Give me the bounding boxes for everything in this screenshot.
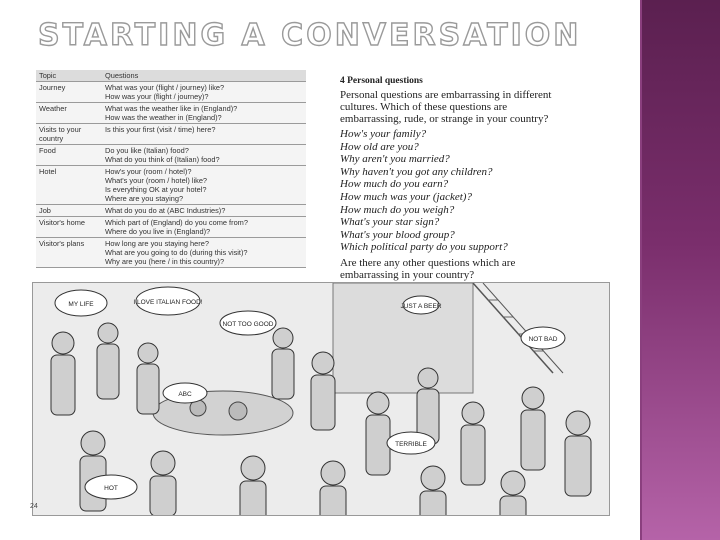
bubble-text: MY LIFE [68, 301, 94, 308]
questions-cell [101, 218, 306, 236]
personal-questions-section [340, 76, 566, 281]
topic-cell: Weather [39, 104, 67, 113]
header-topic: Topic [39, 71, 57, 80]
personal-question: Which political party do you support? [340, 241, 508, 254]
question-line: Where are you staying? [105, 194, 184, 203]
table-row [36, 103, 306, 124]
table-row [36, 145, 306, 166]
exercise-heading: 4 Personal questions [340, 76, 423, 86]
bubble-text: JUST A BEER [400, 303, 442, 310]
questions-cell [101, 206, 306, 215]
table-row [36, 166, 306, 205]
personal-question: Why haven't you got any children? [340, 165, 493, 178]
question-line: How long are you staying here? [105, 239, 209, 248]
question-line: Which part of (England) do you come from? [105, 218, 248, 227]
decorative-sidebar [642, 0, 720, 540]
question-line: What was your (flight / journey) like? [105, 83, 225, 92]
question-line: What do you think of (Italian) food? [105, 155, 220, 164]
table-row [36, 217, 306, 238]
topic-cell: Visits to your country [39, 125, 82, 143]
bubble-text: NOT TOO GOOD [222, 321, 274, 328]
table-row [36, 238, 306, 268]
table-row [36, 124, 306, 145]
sidebar-divider [640, 0, 642, 540]
topic-cell: Food [39, 146, 56, 155]
bubble-text: ABC [178, 391, 192, 398]
question-line: What do you do at (ABC Industries)? [105, 206, 226, 215]
question-line: How was your (flight / journey)? [105, 92, 209, 101]
question-line: Where do you live in (England)? [105, 227, 211, 236]
questions-cell [101, 125, 306, 143]
topic-cell: Visitor's plans [39, 239, 85, 248]
personal-question: How old are you? [340, 140, 419, 153]
table-row [36, 82, 306, 103]
questions-cell [101, 239, 306, 266]
bubble-text: I LOVE ITALIAN FOOD! [133, 299, 203, 306]
personal-question: How much was your (jacket)? [340, 190, 472, 203]
question-line: Is this your first (visit / time) here? [105, 125, 216, 134]
topic-questions-table [36, 70, 306, 268]
question-line: What are you going to do (during this visit)? [105, 248, 248, 257]
slide-title: STARTING A CONVERSATION [38, 18, 582, 53]
table-row [36, 205, 306, 217]
topic-cell: Job [39, 206, 51, 215]
bubble-text: TERRIBLE [395, 441, 427, 448]
table-header-row [36, 70, 306, 82]
topic-cell: Journey [39, 83, 66, 92]
bubble-text: NOT BAD [528, 336, 558, 343]
personal-question: How's your family? [340, 128, 427, 140]
exercise-intro: Personal questions are embarrassing in different cultures. Which of these questions are embarrassing, rude, or strange in your country? [340, 89, 552, 125]
question-line: Do you like (Italian) food? [105, 146, 189, 155]
questions-cell [101, 167, 306, 203]
personal-question: What's your star sign? [340, 216, 440, 229]
personal-question-list [340, 128, 566, 254]
questions-cell [101, 83, 306, 101]
page-number: 24 [30, 503, 38, 510]
questions-cell [101, 104, 306, 122]
personal-question: How much do you earn? [340, 178, 449, 191]
topic-cell: Hotel [39, 167, 57, 176]
personal-question: What's your blood group? [340, 228, 455, 241]
personal-question: How much do you weigh? [340, 203, 455, 216]
question-line: How's your (room / hotel)? [105, 167, 192, 176]
table-body [36, 82, 306, 268]
questions-cell [101, 146, 306, 164]
question-line: What was the weather like in (England)? [105, 104, 238, 113]
personal-question: Why aren't you married? [340, 153, 450, 166]
question-line: How was the weather in (England)? [105, 113, 222, 122]
question-line: Why are you (here / in this country)? [105, 257, 225, 266]
question-line: What's your (room / hotel) like? [105, 176, 208, 185]
exercise-outro: Are there any other questions which are embarrassing in your country? [340, 256, 516, 281]
question-line: Is everything OK at your hotel? [105, 185, 207, 194]
topic-cell: Visitor's home [39, 218, 86, 227]
party-cartoon-illustration [32, 282, 610, 516]
cartoon-drawing [33, 283, 609, 515]
header-questions: Questions [105, 71, 139, 80]
bubble-text: HOT [104, 485, 118, 492]
